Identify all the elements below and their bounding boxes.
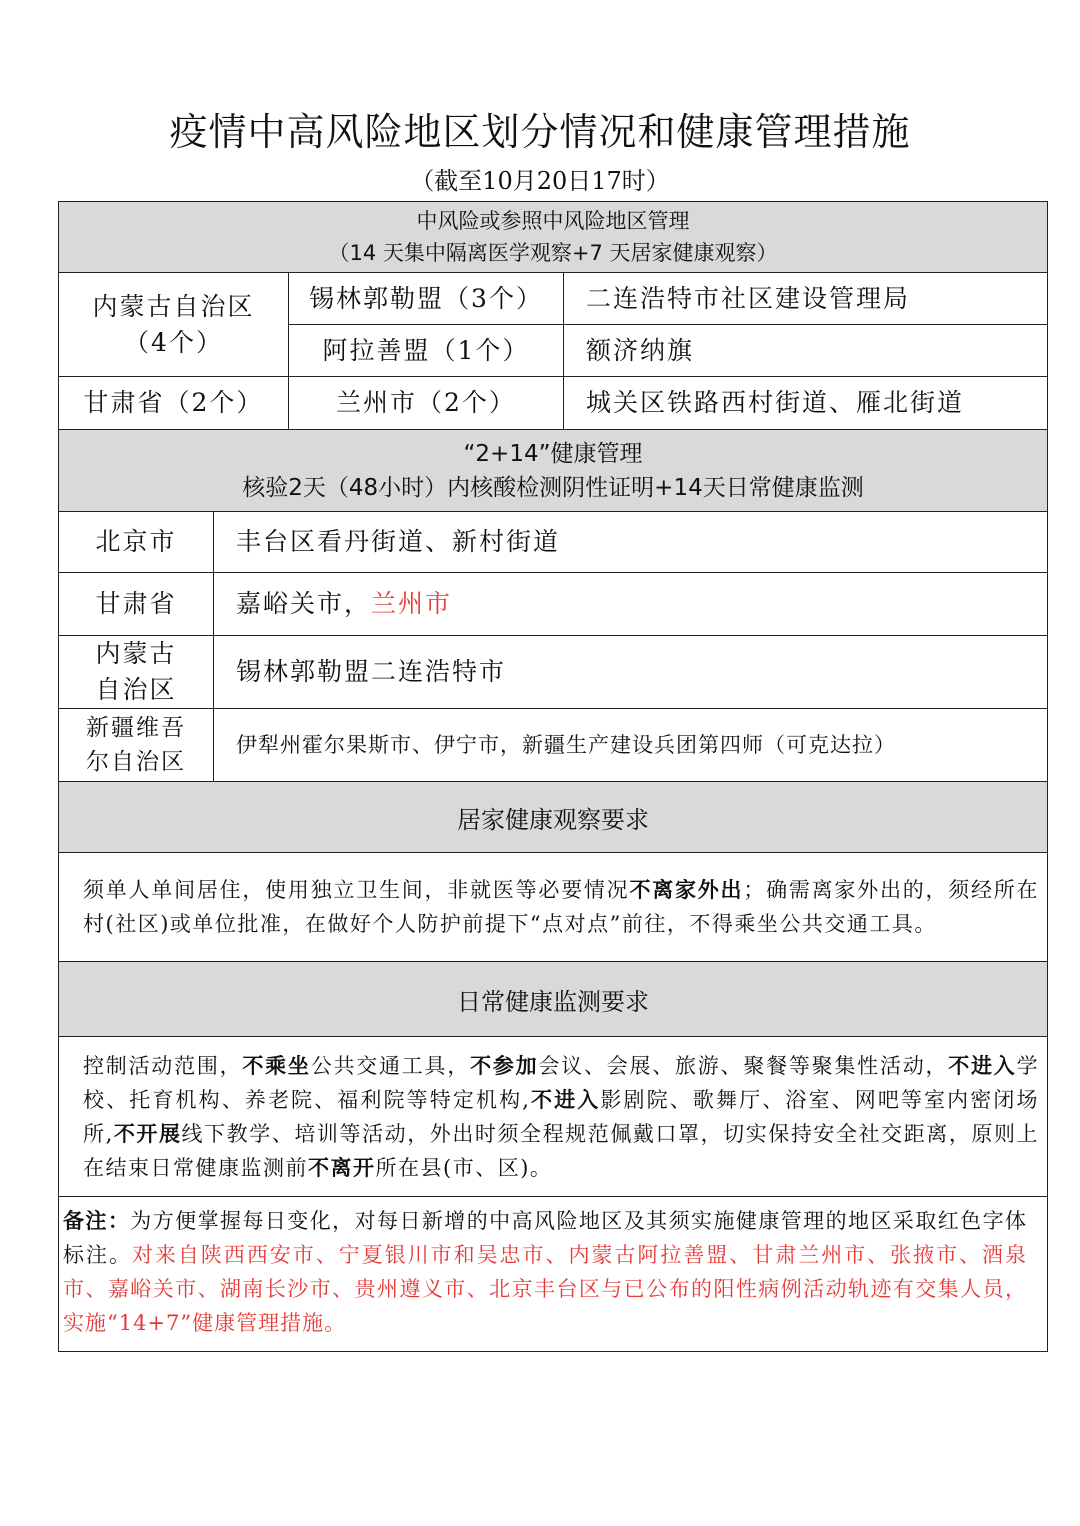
region-cell: [59, 709, 214, 782]
page-title: 疫情中高风险地区划分情况和健康管理措施: [169, 110, 911, 154]
region-cell: 甘肃省: [59, 573, 214, 636]
emphasis: 不进入: [530, 1087, 601, 1112]
emphasis: 不乘坐: [242, 1053, 311, 1078]
area-cell: 额济纳旗: [564, 325, 1048, 377]
region-areas-cell: 丰台区看丹街道、新村街道: [214, 512, 1048, 573]
note-label: 备注：: [63, 1209, 131, 1233]
region-cell: [59, 636, 214, 709]
home-observation-header: 居家健康观察要求: [59, 782, 1048, 853]
area-text: 嘉峪关市，: [236, 589, 372, 618]
city-cell: 阿拉善盟（1个）: [289, 325, 564, 377]
daily-monitoring-text: 控制活动范围，不乘坐公共交通工具，不参加会议、会展、旅游、聚餐等聚集性活动，不进入学校、托育机构、养老院、福利院等特定机构,不进入影剧院、歌舞厅、浴室、网吧等室内密闭场所,不开展线下教学、培训等活动，外出时须全程规范佩戴口罩，切实保持安全社交距离，原则上在结束日常健康监测前不离开所在县(市、区)。: [59, 1037, 1048, 1197]
note-text: 为方便掌握每日变化，对每日新增的中高风险地区及其须实施健康管理的地区采取红色字体标注。: [63, 1209, 1028, 1267]
health-management-header-line2: 核验2天（48小时）内核酸检测阴性证明+14天日常健康监测: [242, 474, 864, 501]
medium-risk-header-line1: 中风险或参照中风险地区管理: [416, 209, 690, 233]
city-cell: 兰州市（2个）: [289, 377, 564, 430]
daily-monitoring-header: 日常健康监测要求: [59, 962, 1048, 1037]
medium-risk-header: [59, 202, 1048, 273]
region-name-line1: 内蒙古: [95, 639, 177, 668]
region-cell: 北京市: [59, 512, 214, 573]
home-observation-text: 须单人单间居住，使用独立卫生间，非就医等必要情况不离家外出；确需离家外出的，须经所在村(社区)或单位批准，在做好个人防护前提下“点对点”前往，不得乘坐公共交通工具。: [59, 853, 1048, 962]
province-count: （4个）: [124, 327, 223, 357]
emphasis: 不进入: [948, 1053, 1017, 1078]
region-areas-cell: [214, 573, 1048, 636]
health-management-header-line1: “2+14”健康管理: [463, 440, 643, 467]
health-management-header: [59, 430, 1048, 512]
region-areas-cell: 锡林郭勒盟二连浩特市: [214, 636, 1048, 709]
region-areas-cell: 伊犁州霍尔果斯市、伊宁市，新疆生产建设兵团第四师（可克达拉）: [214, 709, 1048, 782]
emphasis: 不离家外出: [629, 878, 744, 902]
note-red-text: 对来自陕西西安市、宁夏银川市和吴忠市、内蒙古阿拉善盟、甘肃兰州市、张掖市、酒泉市、嘉峪关市、湖南长沙市、贵州遵义市、北京丰台区与已公布的阳性病例活动轨迹有交集人员，实施“14+7”健康管理措施。: [63, 1243, 1028, 1335]
area-cell: 城关区铁路西村街道、雁北街道: [564, 377, 1048, 430]
emphasis: 不离开: [308, 1155, 376, 1180]
region-name-line2: 尔自治区: [86, 749, 186, 775]
risk-area-table: [58, 201, 1048, 1352]
note-cell: [59, 1197, 1048, 1352]
province-cell: 甘肃省（2个）: [59, 377, 289, 430]
region-name-line2: 自治区: [95, 675, 177, 704]
page-subtitle: （截至10月20日17时）: [410, 167, 670, 195]
emphasis: 不开展: [113, 1121, 182, 1146]
province-name: 内蒙古自治区: [92, 291, 255, 321]
medium-risk-header-line2: （14 天集中隔离医学观察+7 天居家健康观察）: [328, 241, 778, 265]
new-area-highlight: 兰州市: [371, 589, 453, 618]
area-cell: 二连浩特市社区建设管理局: [564, 273, 1048, 325]
region-name-line1: 新疆维吾: [86, 715, 186, 741]
province-cell: [59, 273, 289, 377]
emphasis: 不参加: [470, 1053, 539, 1078]
city-cell: 锡林郭勒盟（3个）: [289, 273, 564, 325]
